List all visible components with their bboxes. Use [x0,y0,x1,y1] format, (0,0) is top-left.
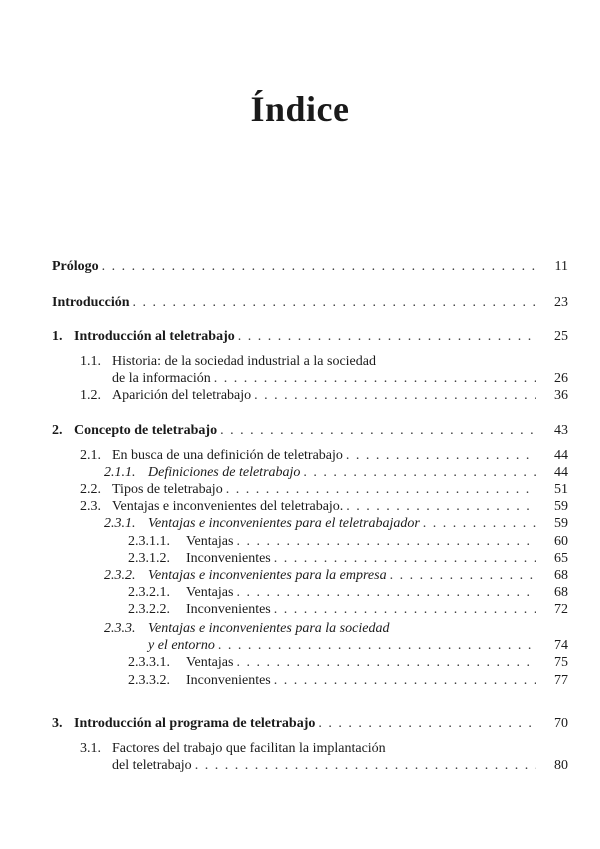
toc-entry[interactable] [80,498,568,515]
toc-entry-number: 2.1.1. [104,465,136,480]
toc-entry[interactable] [128,672,568,689]
toc-entry-page-number: 65 [554,551,568,566]
toc-entry-leader-dots [318,715,536,732]
toc-entry-page-number: 80 [554,758,568,773]
toc-entry-leader-dots [220,422,536,439]
toc-entry-label: Tipos de teletrabajo [112,482,223,497]
toc-entry-label: Concepto de teletrabajo [74,423,218,438]
toc-entry-page-number: 77 [554,673,568,688]
toc-entry-leader-dots [274,672,536,689]
toc-entry-page-number: 59 [554,499,568,514]
toc-entry-label: Inconvenientes [186,673,271,688]
toc-entry[interactable] [128,601,568,618]
toc-entry-page-number: 36 [554,388,568,403]
toc-entry-number: 1.1. [80,354,101,369]
toc-entry[interactable] [112,757,568,774]
toc-entry-page-number: 26 [554,371,568,386]
toc-entry[interactable] [104,567,568,584]
page-title: Índice [250,89,350,129]
toc-entry-page-number: 60 [554,534,568,549]
toc-entry[interactable] [52,422,568,439]
toc-entry-number: 2.3.2.2. [128,602,170,617]
toc-entry-label-line1: Ventajas e inconvenientes para la sociedad [148,621,390,636]
toc-entry-leader-dots [236,654,536,671]
toc-entry-page-number: 72 [554,602,568,617]
toc-entry-leader-dots [102,258,536,275]
toc-entry-label: del teletrabajo [112,758,192,773]
toc-entry-page-number: 44 [554,448,568,463]
toc-entry-number: 2.3.1. [104,516,136,531]
toc-entry[interactable] [52,258,568,275]
toc-entry-leader-dots [346,498,536,515]
toc-entry-number: 3.1. [80,741,101,756]
toc-entry-page-number: 43 [554,423,568,438]
toc-entry[interactable] [128,550,568,567]
toc-entry-leader-dots [254,387,536,404]
toc-entry-label: Ventajas [186,534,234,549]
toc-entry-number: 1. [52,329,63,344]
toc-entry-number: 2.2. [80,482,101,497]
toc-entry-label: Ventajas e inconvenientes para la empresa [148,568,387,583]
toc-entry-page-number: 74 [554,638,568,653]
toc-entry-label: Definiciones de teletrabajo [148,465,301,480]
toc-entry-label: Prólogo [52,259,99,274]
toc-entry-page-number: 44 [554,465,568,480]
toc-entry-number: 2.3. [80,499,101,514]
toc-entry-label: En busca de una definición de teletrabajo [112,448,343,463]
toc-entry-leader-dots [274,550,536,567]
toc-entry-label: Introducción al teletrabajo [74,329,235,344]
toc-entry-number: 2.3.1.2. [128,551,170,566]
toc-entry-leader-dots [195,757,536,774]
toc-entry-label: Inconvenientes [186,551,271,566]
toc-entry-page-number: 23 [554,295,568,310]
toc-entry[interactable] [104,515,568,532]
toc-entry-page-number: 70 [554,716,568,731]
toc-entry-number: 3. [52,716,63,731]
toc-entry-leader-dots [236,533,536,550]
toc-entry-leader-dots [214,370,536,387]
toc-entry-number: 2.1. [80,448,101,463]
toc-entry-label: Ventajas [186,585,234,600]
toc-entry-label: Ventajas e inconvenientes del teletrabajo. [112,499,344,514]
toc-entry[interactable] [52,328,568,345]
toc-entry-leader-dots [274,601,536,618]
toc-entry-page-number: 68 [554,585,568,600]
toc-entry-leader-dots [218,637,536,654]
toc-entry-leader-dots [238,328,536,345]
toc-entry-leader-dots [303,464,536,481]
toc-entry-first-line [80,353,376,370]
toc-entry-number: 2.3.3. [104,621,136,636]
toc-entry-first-line [104,620,389,637]
toc-entry[interactable] [52,715,568,732]
toc-entry-number: 2.3.3.2. [128,673,170,688]
toc-entry-label-line1: Historia: de la sociedad industrial a la sociedad [112,354,376,369]
toc-entry[interactable] [148,637,568,654]
toc-entry[interactable] [128,584,568,601]
toc-entry-number: 2.3.2.1. [128,585,170,600]
toc-entry-number: 2.3.1.1. [128,534,170,549]
toc-entry-page-number: 75 [554,655,568,670]
toc-entry[interactable] [80,481,568,498]
toc-entry-label: Introducción [52,295,130,310]
toc-entry-leader-dots [423,515,536,532]
toc-entry-page-number: 59 [554,516,568,531]
toc-entry-number: 1.2. [80,388,101,403]
toc-entry-label: Inconvenientes [186,602,271,617]
toc-entry[interactable] [128,654,568,671]
toc-entry[interactable] [128,533,568,550]
toc-entry-number: 2. [52,423,63,438]
toc-entry[interactable] [104,464,568,481]
toc-entry-leader-dots [390,567,536,584]
toc-entry-page-number: 51 [554,482,568,497]
toc-entry[interactable] [80,387,568,404]
toc-entry-leader-dots [133,294,536,311]
toc-entry-label: de la información [112,371,211,386]
toc-entry-leader-dots [346,447,536,464]
toc-entry-first-line [80,740,386,757]
toc-entry-page-number: 25 [554,329,568,344]
toc-entry-label: y el entorno [148,638,215,653]
toc-entry-label: Introducción al programa de teletrabajo [74,716,316,731]
toc-entry-leader-dots [226,481,536,498]
toc-entry[interactable] [112,370,568,387]
toc-entry-page-number: 11 [554,259,568,274]
toc-entry[interactable] [80,447,568,464]
toc-entry-number: 2.3.3.1. [128,655,170,670]
toc-entry-label: Aparición del teletrabajo [112,388,252,403]
toc-entry-number: 2.3.2. [104,568,136,583]
toc-entry-label-line1: Factores del trabajo que facilitan la implantación [112,741,386,756]
toc-entry[interactable] [52,294,568,311]
toc-entry-label: Ventajas [186,655,234,670]
toc-entry-leader-dots [236,584,536,601]
toc-entry-page-number: 68 [554,568,568,583]
toc-entry-label: Ventajas e inconvenientes para el teletrabajador [148,516,420,531]
